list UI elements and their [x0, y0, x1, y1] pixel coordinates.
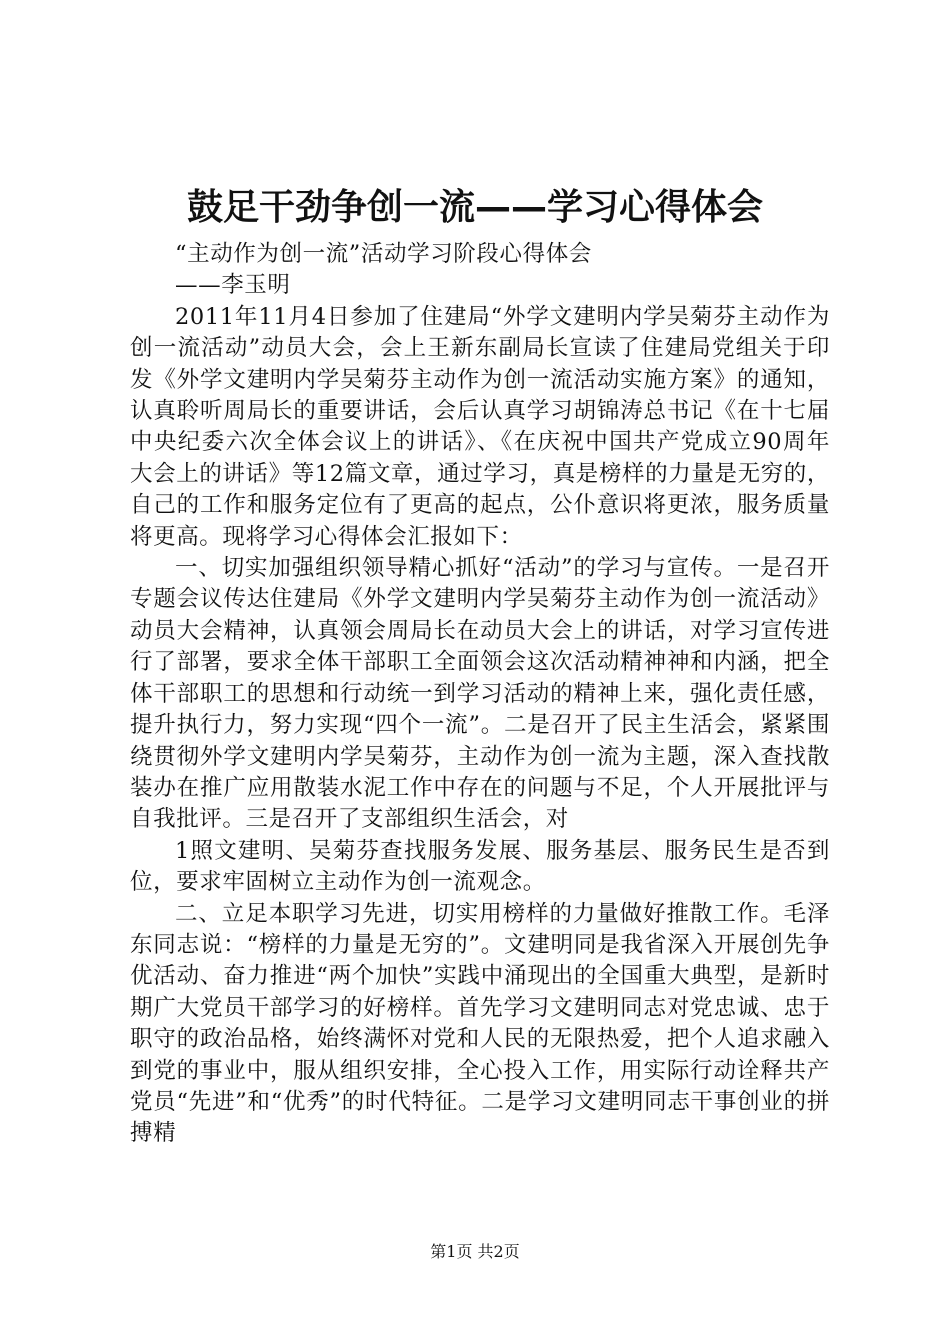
paragraph: 二、立足本职学习先进，切实用榜样的力量做好推散工作。毛泽东同志说：“榜样的力量是无穷的”。文建明同是我省深入开展创先争优活动、奋力推进“两个加快”实践中涌现出的全国重大典型，是新时期广大党员干部学习的好榜样。首先学习文建明同志对党忠诚、忠于职守的政治品格，始终满怀对党和人民的无限热爱，把个人追求融入到党的事业中，服从组织安排，全心投入工作，用实际行动诠释共产党员“先进”和“优秀”的时代特征。二是学习文建明同志干事创业的拼搏精	[130, 900, 830, 1147]
document-title: 鼓足干劲争创一流——学习心得体会	[186, 187, 763, 228]
document-body	[130, 239, 830, 1150]
paragraph: 2011年11月4日参加了住建局“外学文建明内学吴菊芬主动作为创一流活动”动员大会，会上王新东副局长宣读了住建局党组关于印发《外学文建明内学吴菊芬主动作为创一流活动实施方案》的通知，认真聆听周局长的重要讲话，会后认真学习胡锦涛总书记《在十七届中央纪委六次全体会议上的讲话》、《在庆祝中国共产党成立90周年大会上的讲话》等12篇文章，通过学习，真是榜样的力量是无穷的，自己的工作和服务定位有了更高的起点，公仆意识将更浓，服务质量将更高。现将学习心得体会汇报如下：	[130, 303, 830, 550]
paragraph: 一、切实加强组织领导精心抓好“活动”的学习与宣传。一是召开专题会议传达住建局《外学文建明内学吴菊芬主动作为创一流活动》动员大会精神，认真领会周局长在动员大会上的讲话，对学习宣传进行了部署，要求全体干部职工全面领会这次活动精神神和内涵，把全体干部职工的思想和行动统一到学习活动的精神上来，强化责任感，提升执行力，努力实现“四个一流”。二是召开了民主生活会，紧紧围绕贯彻外学文建明内学吴菊芬，主动作为创一流为主题，深入查找散装办在推广应用散装水泥工作中存在的问题与不足，个人开展批评与自我批评。三是召开了支部组织生活会，对	[130, 555, 830, 833]
paragraph: 1照文建明、吴菊芬查找服务发展、服务基层、服务民生是否到位，要求牢固树立主动作为创一流观念。	[130, 837, 830, 896]
page-footer: 第1页 共2页	[430, 1242, 520, 1261]
author-line: ——李玉明	[175, 272, 291, 299]
subtitle: “主动作为创一流”活动学习阶段心得体会	[175, 241, 592, 267]
